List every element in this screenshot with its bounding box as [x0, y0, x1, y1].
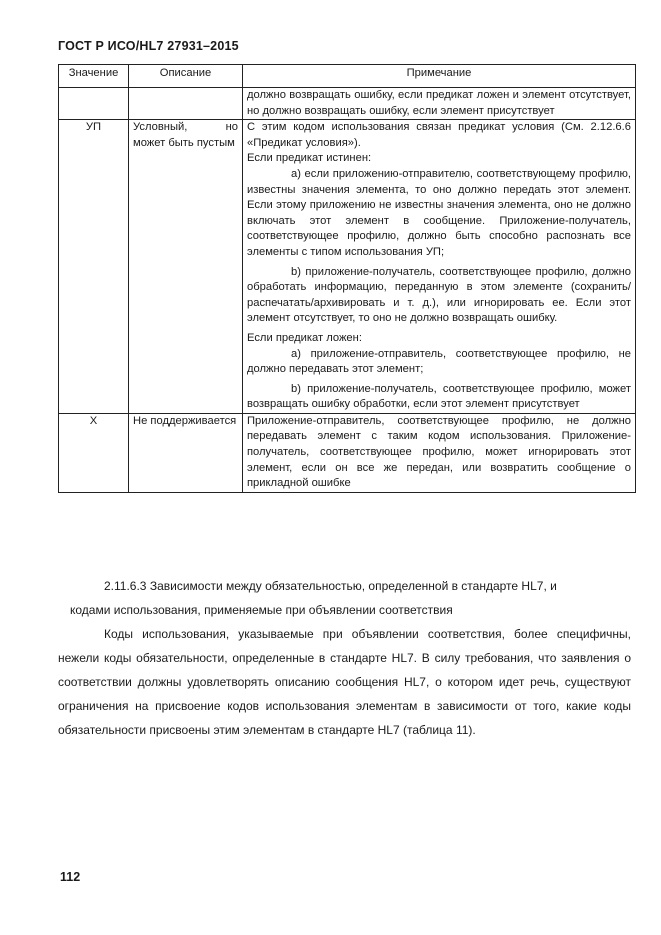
table-row-up: [59, 120, 636, 414]
cell-empty: [129, 88, 243, 120]
column-header-value: Значение: [59, 65, 129, 88]
column-header-description: Описание: [129, 65, 243, 88]
clause-heading-line2: кодами использования, применяемые при объявлении соответствия: [70, 603, 453, 617]
cell-empty: [59, 88, 129, 120]
table-header-row: [59, 65, 636, 88]
note-text: Приложение-отправитель, соответствующее профилю, не должно передавать элемент с таким кодом использования. Приложение-получатель, соответствующее профилю, может игнорировать этот элемент, если он все же передан, или возвратить сообщение о прикладной ошибке: [247, 414, 631, 490]
table-row-x: [59, 413, 636, 492]
cell-description-x: Не поддерживается: [129, 413, 243, 492]
table-row-continuation: [59, 88, 636, 120]
note-intro: С этим кодом использования связан предикат условия (См. 2.12.6.6 «Предикат условия»).: [247, 121, 631, 149]
column-header-note: Примечание: [243, 65, 636, 88]
cell-note-x: [243, 413, 636, 492]
note-true-a: а) если приложению-отправителю, соответствующему профилю, известны значения элемента, то оно должно передать этот элемент. Если этому приложению не известны значения элемента, оно не должно включать этот элемент в сообщение. Приложение-получатель, соответствующее профилю, должно быть способно распознать все элементы с типом использования УП;: [247, 167, 631, 258]
body-paragraph: [58, 622, 631, 742]
clause-heading-line1: 2.11.6.3 Зависимости между обязательностью, определенной в стандарте HL7, и: [104, 579, 557, 593]
cell-note-up: [243, 120, 636, 414]
note-text: должно возвращать ошибку, если предикат ложен и элемент отсутствует, но должно возвращать ошибку, если элемент присутствует: [247, 89, 631, 117]
paragraph-text: Коды использования, указываемые при объявлении соответствия, более специфичны, нежели коды обязательности, определенные в стандарте HL7. В силу требования, что заявления о соответствии должны удовлетворять описанию сообщения HL7, о котором идет речь, существуют ограничения на присвоение кодов использования элементам в зависимости от того, какие коды обязательности присвоены этим элементам в стандарте HL7 (таблица 11).: [58, 627, 631, 737]
clause-heading: [58, 574, 631, 622]
cell-code-x: X: [59, 413, 129, 492]
cell-description-up: Условный, но может быть пустым: [129, 120, 243, 414]
note-false-a: а) приложение-отправитель, соответствующее профилю, не должно передавать этот элемент;: [247, 347, 631, 376]
page-number: 112: [60, 870, 81, 884]
note-if-false: Если предикат ложен:: [247, 331, 362, 344]
cell-note-continuation: [243, 88, 636, 120]
standard-header: ГОСТ Р ИСО/HL7 27931–2015: [58, 39, 239, 53]
note-true-b: b) приложение-получатель, соответствующее профилю, должно обработать информацию, переданную в этом элементе (сохранить/распечатать/архивировать и т. д.), или игнорировать ее. Если этот элемент отсутствует, то оно не должно возвращать ошибку.: [247, 265, 631, 325]
note-if-true: Если предикат истинен:: [247, 152, 372, 165]
cell-code-up: УП: [59, 120, 129, 414]
note-false-b: b) приложение-получатель, соответствующее профилю, может возвращать ошибку обработки, если этот элемент присутствует: [247, 382, 631, 411]
usage-codes-table: [58, 64, 636, 493]
